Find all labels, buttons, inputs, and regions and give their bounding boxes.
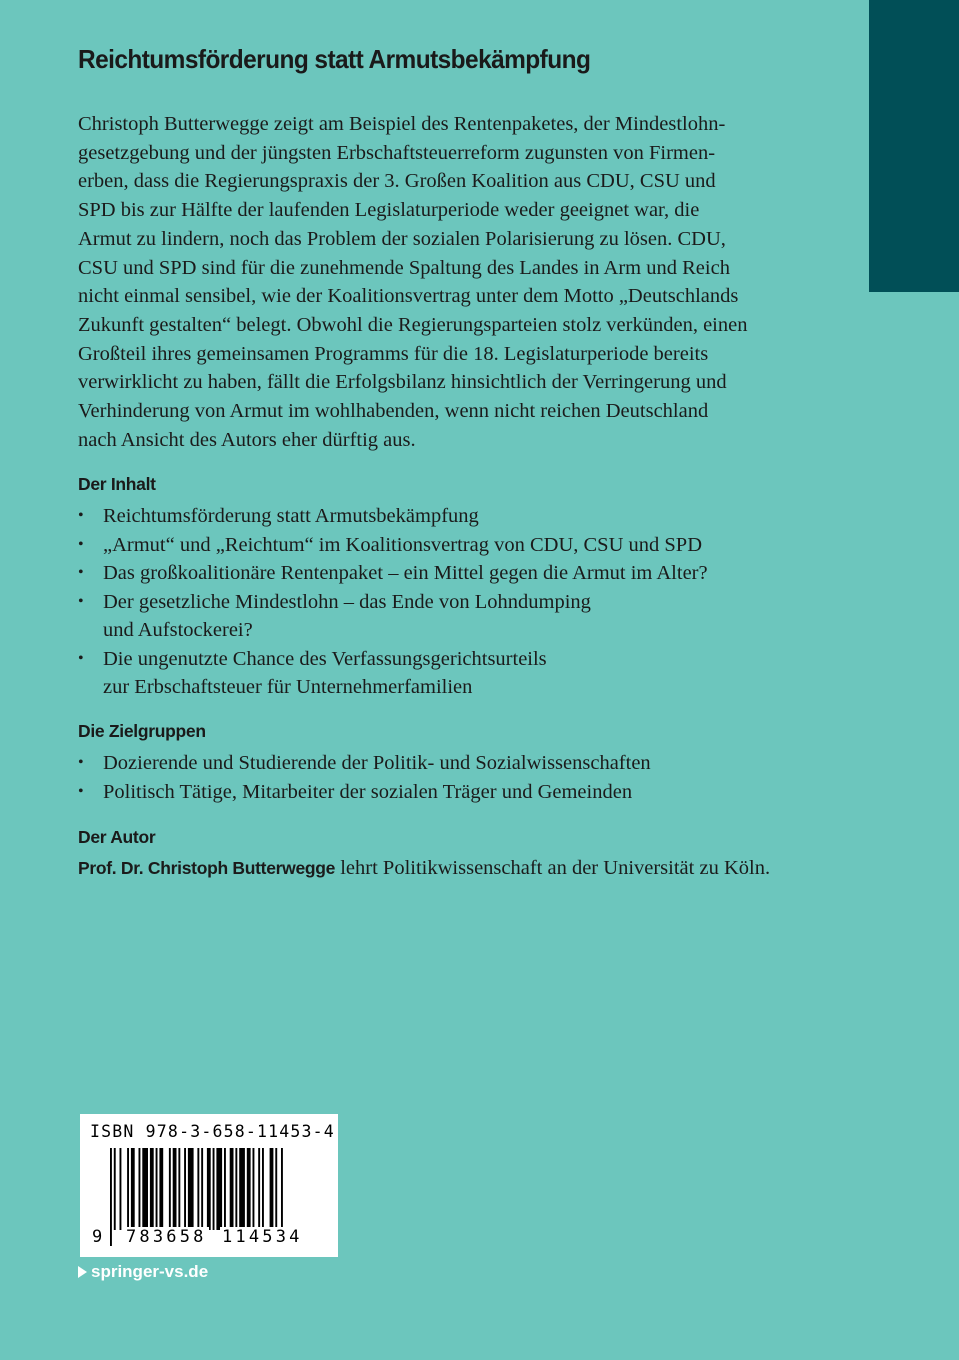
bullet-icon: •: [78, 782, 84, 800]
publisher-url: springer-vs.de: [91, 1262, 209, 1281]
barcode-bar: [169, 1148, 171, 1230]
blurb-line: nicht einmal sensibel, wie der Koalitionsvertrag unter dem Motto „Deutschlands: [78, 285, 739, 308]
author-line: [78, 857, 838, 880]
bullet-icon: •: [78, 649, 84, 667]
barcode-bar: [216, 1148, 222, 1230]
barcode-bar: [230, 1148, 234, 1230]
barcode-bar: [173, 1148, 177, 1230]
blurb-paragraph: [78, 110, 790, 454]
barcode-bar: [184, 1148, 186, 1230]
ean-left-digits: 783658: [126, 1227, 207, 1247]
blurb-line: gesetzgebung und der jüngsten Erbschaftsteuerreform zugunsten von Firmen-: [78, 141, 716, 164]
barcode-bar: [131, 1148, 135, 1230]
barcode-bar: [262, 1148, 264, 1230]
inhalt-heading: Der Inhalt: [78, 474, 156, 494]
barcode-bar: [213, 1148, 215, 1230]
blurb-line: Christoph Butterwegge zeigt am Beispiel des Rentenpaketes, der Mindestlohn-: [78, 113, 726, 135]
list-item: • Dozierende und Studierende der Politik- und Sozialwissenschaften: [78, 749, 818, 778]
autor-heading: Der Autor: [78, 827, 156, 847]
ean-right-digits: 114534: [222, 1227, 303, 1247]
barcode-bar: [120, 1148, 122, 1230]
bullet-icon: •: [78, 754, 84, 771]
barcode-bar: [127, 1148, 129, 1230]
barcode-bar: [258, 1148, 260, 1230]
list-item: • Die ungenutzte Chance des Verfassungsgerichtsurteils zur Erbschaftsteuer für Unternehmerfamilien: [78, 645, 818, 702]
zielgruppen-list: [78, 749, 818, 806]
barcode-bar: [253, 1148, 255, 1230]
barcode-bar: [239, 1148, 245, 1230]
barcode-bar: [270, 1148, 274, 1230]
isbn-label: ISBN 978-3-658-11453-4: [90, 1122, 335, 1141]
blurb-line: Armut zu lindern, noch das Problem der sozialen Polarisierung zu lösen. CDU,: [78, 227, 726, 250]
bullet-icon: •: [78, 507, 84, 524]
bullet-icon: •: [78, 564, 84, 581]
blurb-line: verwirklicht zu haben, fällt die Erfolgsbilanz hinsichtlich der Verringerung und: [78, 371, 727, 394]
blurb-line: Großteil ihres gemeinsamen Programms für die 18. Legislaturperiode bereits: [78, 342, 709, 365]
barcode-bar: [178, 1148, 180, 1230]
barcode-bar: [139, 1148, 141, 1230]
barcode-bar: [159, 1148, 163, 1230]
barcode-bar: [150, 1148, 154, 1230]
author-description: lehrt Politikwissenschaft an der Universität zu Köln.: [335, 857, 771, 879]
barcode-bar: [142, 1148, 148, 1230]
blurb-line: nach Ansicht des Autors eher dürftig aus.: [78, 428, 416, 451]
list-item: • „Armut“ und „Reichtum“ im Koalitionsvertrag von CDU, CSU und SPD: [78, 531, 818, 560]
isbn-barcode: [80, 1114, 338, 1257]
barcode-bar: [188, 1148, 194, 1230]
blurb-line: Verhinderung von Armut im wohlhabenden, wenn nicht reichen Deutschland: [78, 400, 709, 423]
barcode-bar: [110, 1148, 112, 1246]
corner-color-bar: [869, 0, 959, 292]
barcode-bar: [156, 1148, 158, 1230]
barcode-bar: [275, 1148, 277, 1230]
list-item: • Reichtumsförderung statt Armutsbekämpfung: [78, 502, 818, 531]
blurb-line: erben, dass die Regierungspraxis der 3. Großen Koalition aus CDU, CSU und: [78, 170, 716, 193]
list-item: • Politisch Tätige, Mitarbeiter der sozialen Träger und Gemeinden: [78, 778, 818, 807]
ean-first-digit: 9: [92, 1227, 106, 1247]
bullet-icon: •: [78, 592, 84, 610]
blurb-line: Zukunft gestalten“ belegt. Obwohl die Regierungsparteien stolz verkünden, einen: [78, 313, 748, 336]
barcode-bar: [207, 1148, 211, 1230]
bullet-icon: •: [78, 535, 84, 553]
barcode-bar: [235, 1148, 237, 1230]
inhalt-list: [78, 502, 818, 702]
author-name: Prof. Dr. Christoph Butterwegge: [78, 858, 336, 878]
barcode-bar: [114, 1148, 116, 1230]
play-arrow-icon: [78, 1266, 87, 1278]
barcode-bar: [201, 1148, 203, 1230]
barcode-bar: [247, 1148, 251, 1230]
list-item: • Das großkoalitionäre Rentenpaket – ein Mittel gegen die Armut im Alter?: [78, 559, 818, 588]
barcode-bar: [224, 1148, 226, 1230]
book-title: Reichtumsförderung statt Armutsbekämpfung: [78, 44, 591, 74]
publisher-link[interactable]: [78, 1262, 208, 1282]
list-item: • Der gesetzliche Mindestlohn – das Ende von Lohndumping und Aufstockerei?: [78, 588, 818, 645]
blurb-line: SPD bis zur Hälfte der laufenden Legislaturperiode weder geeignet war, die: [78, 199, 700, 222]
blurb-line: CSU und SPD sind für die zunehmende Spaltung des Landes in Arm und Reich: [78, 256, 730, 279]
zielgruppen-heading: Die Zielgruppen: [78, 721, 206, 741]
